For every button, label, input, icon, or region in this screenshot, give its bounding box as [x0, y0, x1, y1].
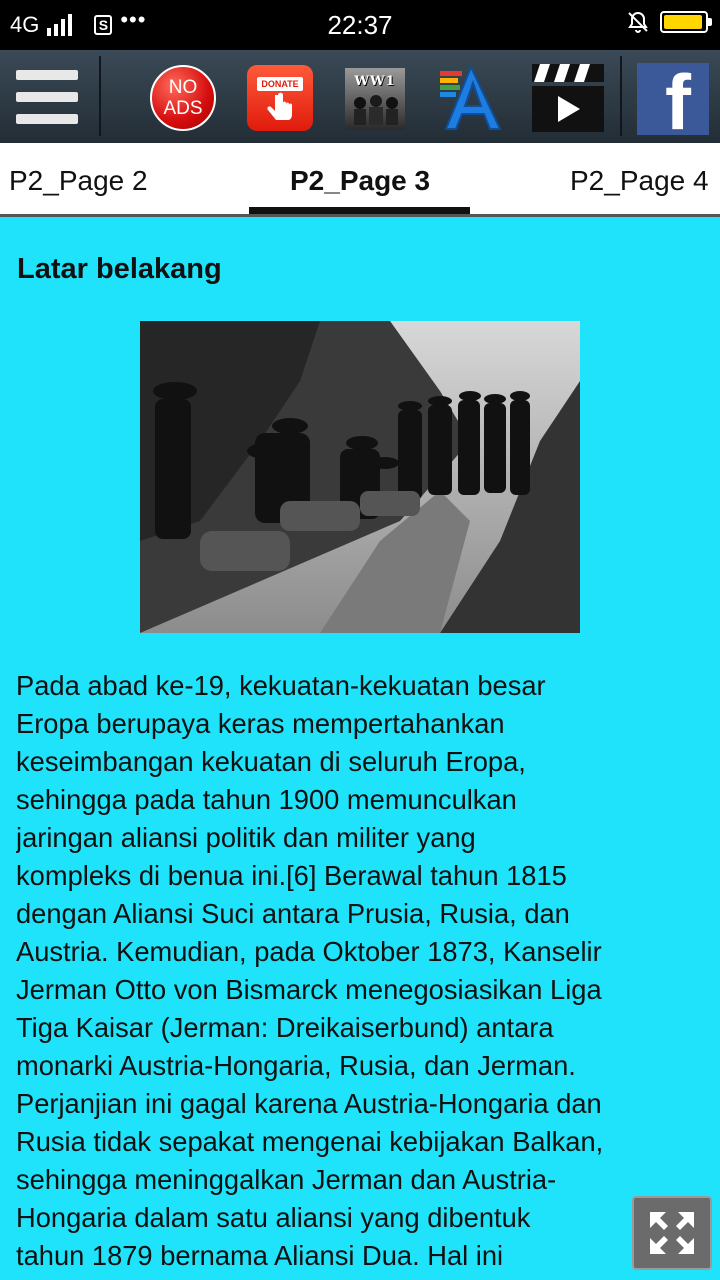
- article-line: Austria. Kemudian, pada Oktober 1873, Kanselir: [16, 936, 602, 967]
- donate-label: DONATE: [257, 77, 302, 91]
- no-ads-button[interactable]: [150, 65, 216, 131]
- article-line: Pada abad ke-19, kekuatan-kekuatan besar: [16, 670, 546, 701]
- fullscreen-button[interactable]: [632, 1196, 712, 1270]
- article-line: sehingga meninggalkan Jerman dan Austria-: [16, 1164, 557, 1195]
- ww1-app-button[interactable]: [345, 68, 405, 130]
- article-line: kompleks di benua ini.[6] Berawal tahun 1815: [16, 860, 567, 891]
- font-size-icon[interactable]: [438, 65, 504, 131]
- tab-p2-page-2[interactable]: P2_Page 2: [9, 165, 148, 196]
- donate-button[interactable]: [247, 65, 313, 131]
- donate-hand-icon: [265, 91, 295, 125]
- ww1-app-label: WW1: [354, 74, 396, 89]
- video-clapperboard-icon[interactable]: [530, 62, 606, 134]
- network-type: 4G: [10, 12, 40, 37]
- article-line: sehingga pada tahun 1900 memunculkan: [16, 784, 517, 815]
- facebook-icon: f: [665, 63, 691, 135]
- toolbar-divider: [620, 56, 622, 136]
- menu-icon[interactable]: [16, 70, 78, 124]
- toolbar-divider: [99, 56, 101, 136]
- article-line: Rusia tidak sepakat mengenai kebijakan Balkan,: [16, 1126, 604, 1157]
- article-line: Eropa berupaya keras mempertahankan: [16, 708, 505, 739]
- facebook-button[interactable]: [637, 63, 709, 135]
- battery-level: [664, 15, 702, 29]
- article-line: jaringan aliansi politik dan militer yang: [16, 822, 476, 853]
- tab-p2-page-4[interactable]: P2_Page 4: [570, 165, 709, 196]
- article-line: Tiga Kaisar (Jerman: Dreikaiserbund) antara: [16, 1012, 554, 1043]
- no-ads-label-line1: NO: [168, 77, 198, 98]
- more-notifications-icon: •••: [120, 7, 147, 32]
- sim-icon: S: [94, 15, 112, 35]
- article-line: Jerman Otto von Bismarck menegosiasikan Liga: [16, 974, 602, 1005]
- article-line: keseimbangan kekuatan di seluruh Eropa,: [16, 746, 526, 777]
- status-time: 22:37: [327, 10, 393, 40]
- toolbar: [0, 50, 720, 143]
- ww1-trench-soldiers-photo: [140, 321, 580, 633]
- article-line: Perjanjian ini gagal karena Austria-Hongaria dan: [16, 1088, 602, 1119]
- article-line: monarki Austria-Hongaria, Rusia, dan Jerman.: [16, 1050, 576, 1081]
- article-line: dengan Aliansi Suci antara Prusia, Rusia, dan: [16, 898, 570, 929]
- alarm-off-icon: [626, 10, 650, 34]
- battery-icon: [660, 11, 708, 33]
- ww1-app-icon: [348, 89, 402, 125]
- fullscreen-expand-icon: [634, 1198, 710, 1268]
- article-content[interactable]: [16, 217, 706, 1280]
- tab-p2-page-3[interactable]: P2_Page 3: [290, 165, 431, 196]
- article-line: Hongaria dalam satu aliansi yang dibentuk: [16, 1202, 531, 1233]
- page-tabs: [0, 143, 720, 217]
- section-heading: Latar belakang: [17, 253, 222, 285]
- status-bar: [0, 0, 720, 50]
- status-right: [626, 10, 708, 34]
- no-ads-label-line2: ADS: [163, 98, 203, 119]
- article-line: tahun 1879 bernama Aliansi Dua. Hal ini: [16, 1240, 504, 1271]
- article-body: [16, 667, 706, 1275]
